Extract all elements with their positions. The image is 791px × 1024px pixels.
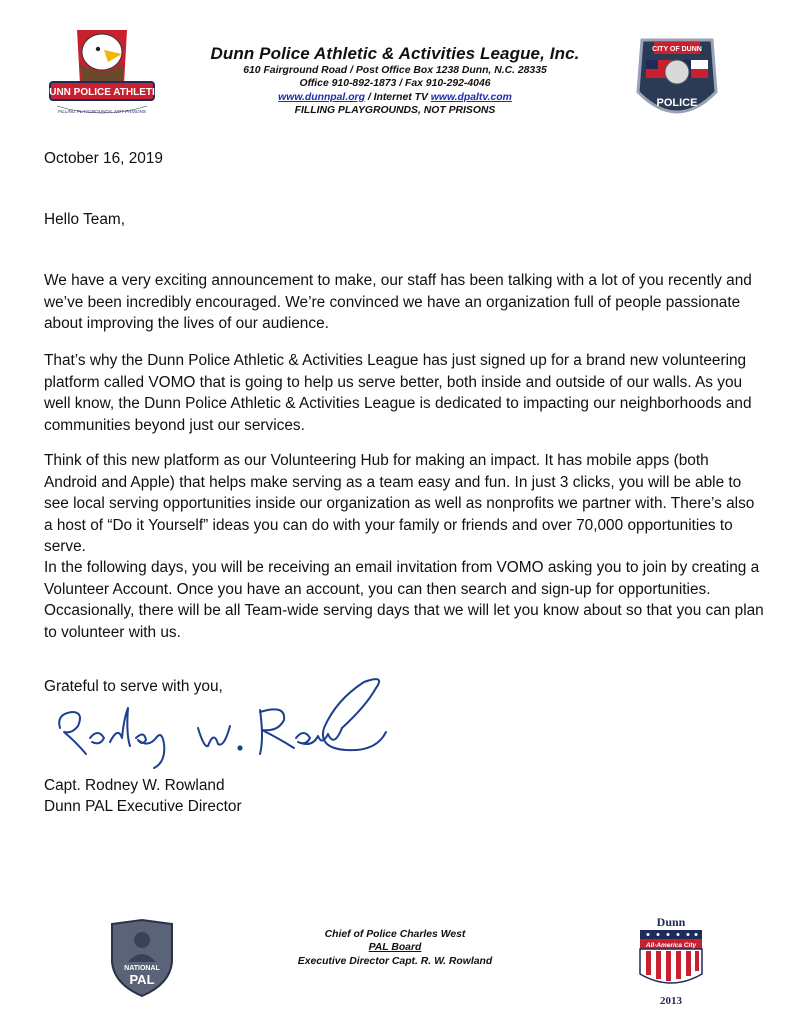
org-name: Dunn Police Athletic & Activities League, Inc. [210,44,580,63]
letterhead-text [160,44,630,117]
paragraph-3: Think of this new platform as our Volunteering Hub for making an impact. It has mobile apps (both Android and Apple) that helps make serving as a team easy and fun. In just 3 clicks, you will be able to see local serving opportunities inside our organization as well as nonprofits we partner with. There’s also a host of “Do it Yourself” ideas you can do with your family or friends and over 70,000 opportunities to serve. [44,452,755,556]
paragraph-2: That’s why the Dunn Police Athletic & Activities League has just signed up for a brand new volunteering platform called VOMO that is going to help us serve better, both inside and outside of our walls. As you well know, the Dunn Police Athletic & Activities League is dedicated to impacting our neighborhoods and communities beyond just our services. [44,352,752,434]
footer-chief: Chief of Police Charles West [324,929,466,940]
eagle-icon [77,30,127,84]
org-motto: FILLING PLAYGROUNDS, NOT PRISONS [294,104,496,116]
left-badge-line2: PAL [129,972,155,987]
footer-board: PAL Board [368,942,422,954]
national-pal-badge-icon [104,918,180,998]
right-badge-year: 2013 [660,995,682,1007]
right-badge-middle: All-America City [645,942,697,949]
logo-left-text: DUNN POLICE ATHLETIC [42,87,162,98]
org-web-line [160,91,630,104]
badge-bottom-text: POLICE [656,97,698,109]
footer-text [250,928,540,968]
org-address: 610 Fairground Road / Post Office Box 1238 Dunn, N.C. 28335 [243,65,547,76]
signer-name: Capt. Rodney W. Rowland [44,777,225,794]
signature [46,668,396,774]
badge-top-text: CITY OF DUNN [652,46,702,53]
left-badge-line1: NATIONAL [124,965,160,972]
tv-site-link[interactable]: www.dpaltv.com [430,91,512,103]
website-link[interactable]: www.dunnpal.org [278,91,365,103]
letter-date: October 16, 2019 [44,150,163,167]
paragraph-4: In the following days, you will be receiving an email invitation from VOMO asking you to join by creating a Volunteer Account. Once you have an account, you can then search and sign-up for opportunities. Occasionally, there will be all Team-wide serving days that we will let you know about so that you can plan to volunteer with us. [44,559,764,641]
dunn-pal-logo [42,22,162,122]
logo-left-tagline: FILLING PLAYGROUNDS, NOT PRISONS [58,109,146,114]
org-phone: Office 910-892-1873 / Fax 910-292-4046 [299,78,491,90]
signer-title: Dunn PAL Executive Director [44,798,242,815]
footer-director: Executive Director Capt. R. W. Rowland [297,955,493,967]
paragraph-1: We have a very exciting announcement to make, our staff has been talking with a lot of you recently and we’ve been incredibly encouraged. We’re convinced we have an organization full of people passionate about improving the lives of our audience. [44,272,752,333]
signer-block [44,775,242,817]
right-badge-top: Dunn [656,915,686,929]
letter-greeting: Hello Team, [44,211,125,228]
internet-tv-label: / Internet TV [367,91,428,103]
police-badge-icon [632,32,722,132]
letter-closing: Grateful to serve with you, [44,678,223,695]
all-america-city-icon [634,912,708,1012]
